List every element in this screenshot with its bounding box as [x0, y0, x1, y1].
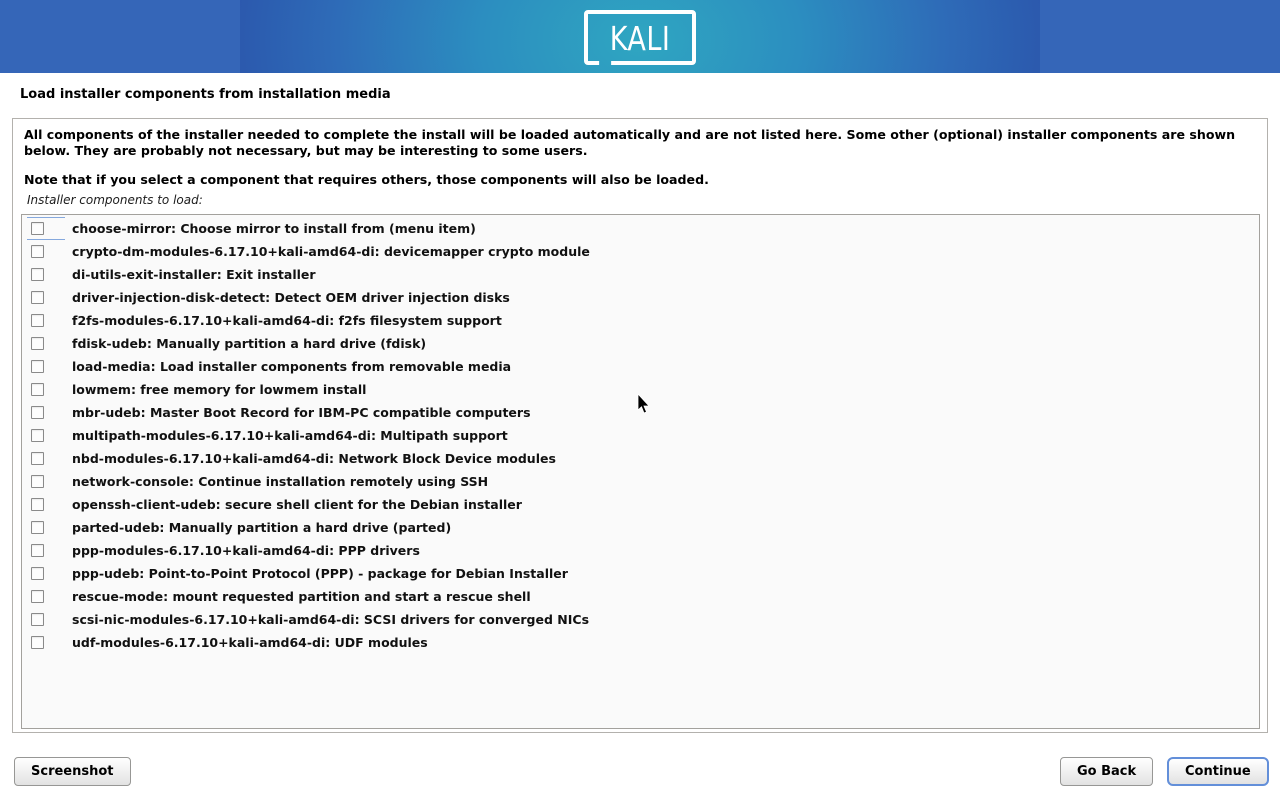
focus-indicator [27, 217, 65, 240]
component-row[interactable] [22, 378, 1259, 401]
component-checkbox[interactable] [31, 521, 44, 534]
component-checkbox[interactable] [31, 337, 44, 350]
component-checkbox[interactable] [31, 544, 44, 557]
component-label: di-utils-exit-installer: Exit installer [72, 267, 316, 282]
component-label: rescue-mode: mount requested partition and start a rescue shell [72, 589, 531, 604]
component-row[interactable] [22, 585, 1259, 608]
component-checkbox[interactable] [31, 268, 44, 281]
component-row[interactable] [22, 217, 1259, 240]
component-checkbox[interactable] [31, 406, 44, 419]
component-label: fdisk-udeb: Manually partition a hard drive (fdisk) [72, 336, 427, 351]
go-back-button[interactable]: Go Back [1060, 757, 1153, 786]
note-text: Note that if you select a component that requires others, those components will also be loaded. [24, 172, 709, 187]
component-row[interactable] [22, 309, 1259, 332]
component-row[interactable] [22, 493, 1259, 516]
component-label: driver-injection-disk-detect: Detect OEM driver injection disks [72, 290, 510, 305]
component-row[interactable] [22, 516, 1259, 539]
continue-button[interactable]: Continue [1167, 757, 1269, 786]
component-checkbox[interactable] [31, 567, 44, 580]
component-checkbox[interactable] [31, 245, 44, 258]
component-row[interactable] [22, 332, 1259, 355]
component-checkbox[interactable] [31, 360, 44, 373]
component-label: ppp-udeb: Point-to-Point Protocol (PPP) - package for Debian Installer [72, 566, 568, 581]
component-label: crypto-dm-modules-6.17.10+kali-amd64-di: devicemapper crypto module [72, 244, 590, 259]
component-checkbox[interactable] [31, 452, 44, 465]
component-row[interactable] [22, 263, 1259, 286]
component-checkbox[interactable] [31, 590, 44, 603]
page-title: Load installer components from installation media [20, 87, 391, 102]
component-checkbox[interactable] [31, 498, 44, 511]
component-row[interactable] [22, 424, 1259, 447]
component-label: f2fs-modules-6.17.10+kali-amd64-di: f2fs filesystem support [72, 313, 502, 328]
component-label: choose-mirror: Choose mirror to install from (menu item) [72, 221, 476, 236]
installer-banner [0, 0, 1280, 73]
component-label: load-media: Load installer components from removable media [72, 359, 512, 374]
component-row[interactable] [22, 240, 1259, 263]
component-checkbox[interactable] [31, 636, 44, 649]
component-row[interactable] [22, 355, 1259, 378]
component-row[interactable] [22, 447, 1259, 470]
component-label: multipath-modules-6.17.10+kali-amd64-di: Multipath support [72, 428, 508, 443]
component-row[interactable] [22, 539, 1259, 562]
component-label: udf-modules-6.17.10+kali-amd64-di: UDF modules [72, 635, 428, 650]
component-label: ppp-modules-6.17.10+kali-amd64-di: PPP drivers [72, 543, 420, 558]
components-listbox [21, 214, 1260, 729]
component-row[interactable] [22, 631, 1259, 654]
main-frame [12, 118, 1268, 733]
component-checkbox[interactable] [31, 613, 44, 626]
component-checkbox[interactable] [31, 429, 44, 442]
component-checkbox[interactable] [31, 291, 44, 304]
component-checkbox[interactable] [31, 222, 44, 235]
kali-logo [583, 9, 697, 66]
intro-text: All components of the installer needed to complete the install will be loaded automatically and are not listed here. Some other (optional) installer components are shown below. They are probably not necessary, but may be interesting to some users. [24, 127, 1236, 158]
component-row[interactable] [22, 470, 1259, 493]
component-label: mbr-udeb: Master Boot Record for IBM-PC compatible computers [72, 405, 531, 420]
component-label: lowmem: free memory for lowmem install [72, 382, 367, 397]
component-row[interactable] [22, 608, 1259, 631]
components-list-label: Installer components to load: [27, 193, 203, 207]
component-checkbox[interactable] [31, 314, 44, 327]
component-label: parted-udeb: Manually partition a hard drive (parted) [72, 520, 452, 535]
component-row[interactable] [22, 286, 1259, 309]
kali-logo-text: KALI [609, 20, 671, 59]
component-checkbox[interactable] [31, 383, 44, 396]
component-label: nbd-modules-6.17.10+kali-amd64-di: Network Block Device modules [72, 451, 556, 466]
component-row[interactable] [22, 562, 1259, 585]
screenshot-button[interactable]: Screenshot [14, 757, 131, 786]
component-label: network-console: Continue installation remotely using SSH [72, 474, 489, 489]
component-label: scsi-nic-modules-6.17.10+kali-amd64-di: SCSI drivers for converged NICs [72, 612, 590, 627]
component-checkbox[interactable] [31, 475, 44, 488]
component-label: openssh-client-udeb: secure shell client for the Debian installer [72, 497, 522, 512]
component-row[interactable] [22, 401, 1259, 424]
